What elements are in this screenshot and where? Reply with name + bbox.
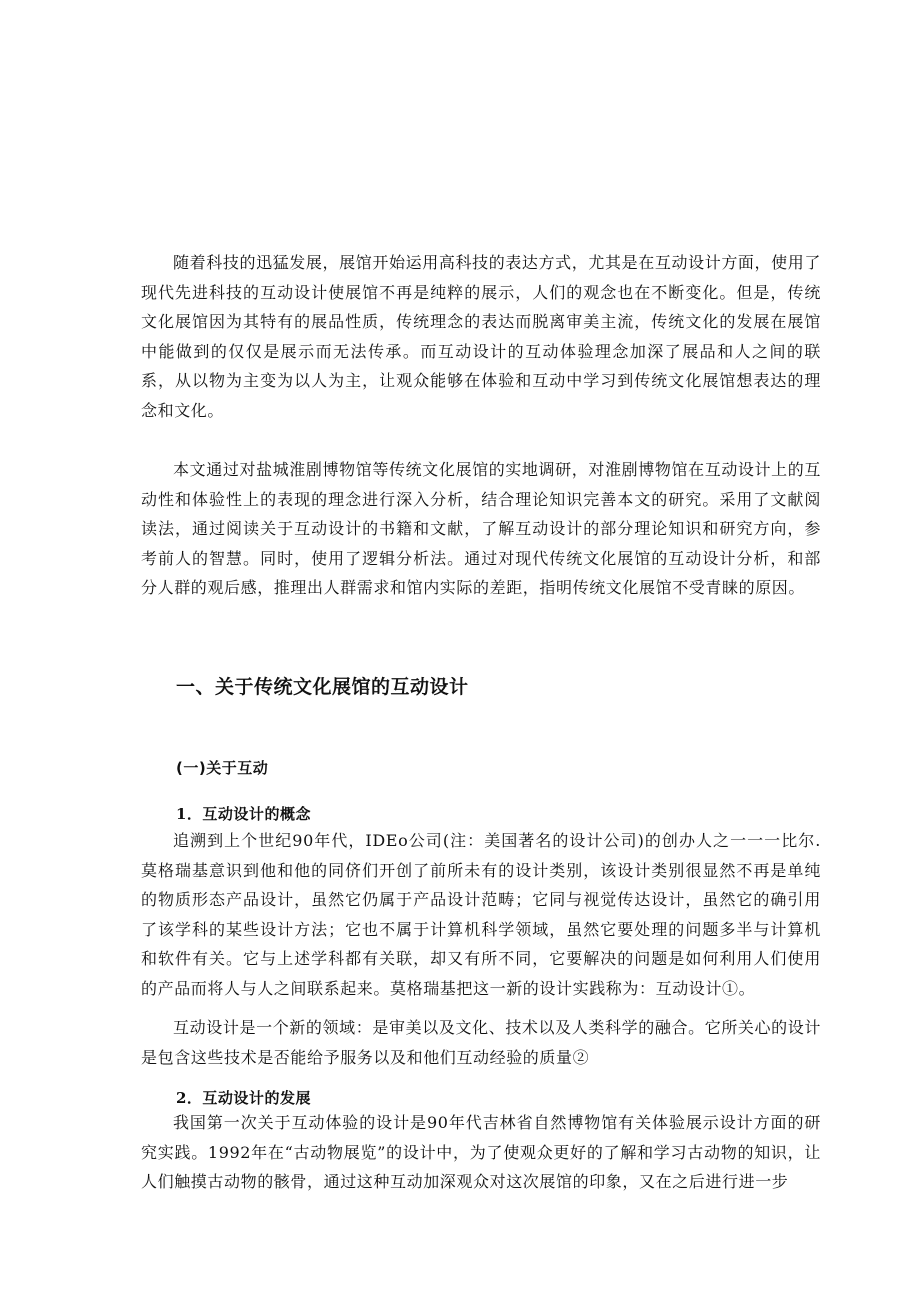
intro-paragraph-2: 本文通过对盐城淮剧博物馆等传统文化展馆的实地调研，对淮剧博物馆在互动设计上的互动性和体验性上的表现的理念进行深入分析，结合理论知识完善本文的研究。采用了文献阅读法，通过阅读关于互动设计的书籍和文献，了解互动设计的部分理论知识和研究方向，参考前人的智慧。同时，使用了逻辑分析法。通过对现代传统文化展馆的互动设计分析，和部分人群的观后感，推理出人群需求和馆内实际的差距，指明传统文化展馆不受青睐的原因。 (141, 460, 821, 597)
item-1-paragraph-1-block (141, 826, 821, 1003)
item-1-paragraph-1: 追溯到上个世纪90年代，IDEo公司(注：美国著名的设计公司)的创办人之一一一比尔.莫格瑞基意识到他和他的同侪们开创了前所未有的设计类别，该设计类别很显然不再是单纯的物质形态产品设计，虽然它仍属于产品设计范畴；它同与视觉传达设计，虽然它的确引用了该学科的某些设计方法；它也不属于计算机科学领域，虽然它要处理的问题多半与计算机和软件有关。它与上述学科都有关联，却又有所不同，它要解决的问题是如何利用人们使用的产品而将人与人之间联系起来。莫格瑞基把这一新的设计实践称为：互动设计①。 (141, 831, 821, 998)
intro-paragraph-2-block (141, 455, 821, 603)
item-2-heading: 2．互动设计的发展 (176, 1089, 311, 1107)
item-2-paragraph-1: 我国第一次关于互动体验的设计是90年代吉林省自然博物馆有关体验展示设计方面的研究实践。1992年在“古动物展览”的设计中，为了使观众更好的了解和学习古动物的知识，让人们触摸古动物的骸骨，通过这种互动加深观众对这次展馆的印象，又在之后进行进一步 (141, 1113, 821, 1191)
item-1-heading: 1．互动设计的概念 (176, 805, 311, 823)
subsection-1-heading: (一)关于互动 (176, 759, 269, 777)
intro-paragraph-1: 随着科技的迅猛发展，展馆开始运用高科技的表达方式，尤其是在互动设计方面，使用了现代先进科技的互动设计使展馆不再是纯粹的展示，人们的观念也在不断变化。但是，传统文化展馆因为其特有的展品性质，传统理念的表达而脱离审美主流，传统文化的发展在展馆中能做到的仅仅是展示而无法传承。而互动设计的互动体验理念加深了展品和人之间的联系，从以物为主变为以人为主，让观众能够在体验和互动中学习到传统文化展馆想表达的理念和文化。 (141, 253, 821, 420)
item-1-paragraph-2: 互动设计是一个新的领域：是审美以及文化、技术以及人类科学的融合。它所关心的设计是包含这些技术是否能给予服务以及和他们互动经验的质量② (141, 1018, 821, 1067)
intro-paragraph-1-block (141, 248, 821, 425)
section-1-heading: 一、关于传统文化展馆的互动设计 (176, 676, 469, 698)
item-2-paragraph-1-block (141, 1108, 821, 1197)
item-1-paragraph-2-block (141, 1013, 821, 1072)
